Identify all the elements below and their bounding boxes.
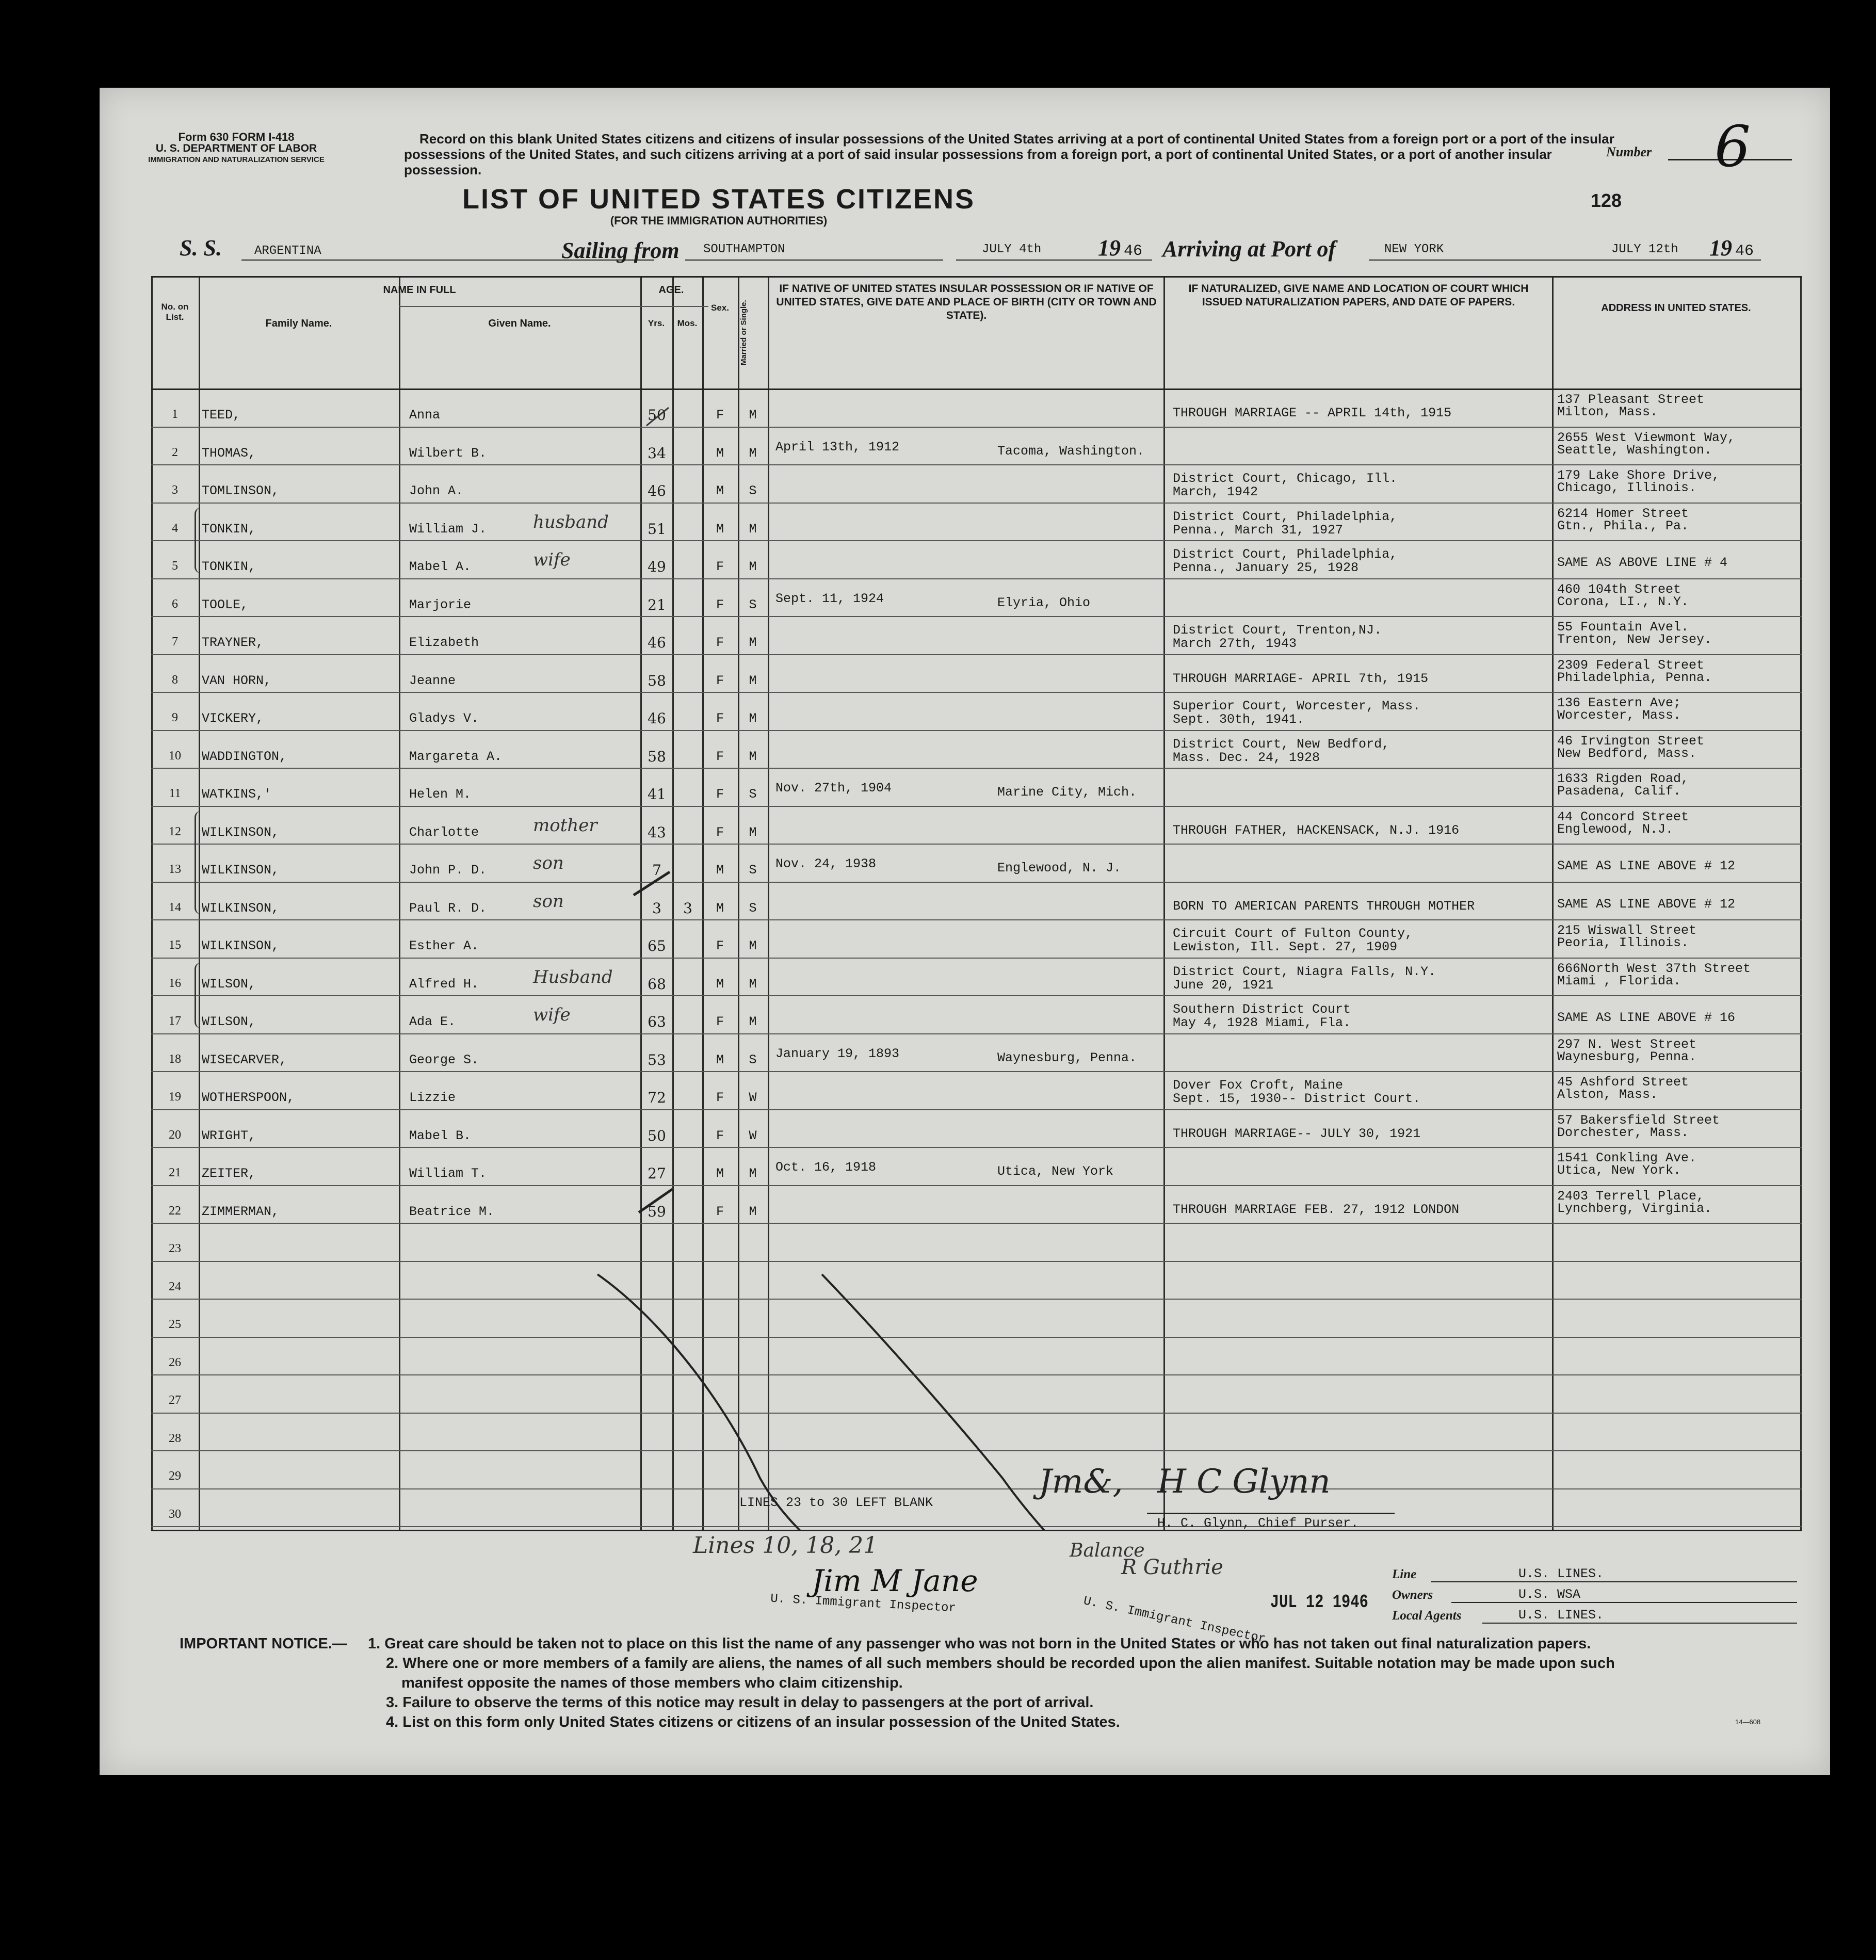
- sail-date-underline: [956, 260, 1152, 261]
- birth-date: Oct. 16, 1918: [775, 1160, 877, 1175]
- address-line-2: Milton, Mass.: [1557, 404, 1658, 419]
- address-line-1: 215 Wiswall Street: [1557, 923, 1697, 938]
- family-name: TONKIN,: [202, 559, 256, 574]
- marital-status: M: [749, 635, 757, 650]
- family-name: WILSON,: [202, 1014, 256, 1029]
- address-line-2: Englewood, N.J.: [1557, 821, 1674, 837]
- birth-place: Marine City, Mich.: [997, 785, 1137, 800]
- address-line-2: Philadelphia, Penna.: [1557, 670, 1712, 685]
- marital-status: M: [749, 1014, 757, 1029]
- naturalization-line-1: District Court, Philadelphia,: [1173, 547, 1398, 562]
- row-number: 5: [172, 559, 178, 573]
- age-years: 49: [648, 558, 666, 575]
- row-number: 14: [169, 900, 181, 914]
- handwritten-relation: son: [533, 890, 564, 912]
- naturalization-line-1: BORN TO AMERICAN PARENTS THROUGH MOTHER: [1173, 898, 1475, 914]
- inspector-initials: Jm&,: [1039, 1463, 1123, 1501]
- address-line-1: SAME AS LINE ABOVE # 12: [1557, 858, 1736, 873]
- address-line-2: Pasadena, Calif.: [1557, 784, 1681, 799]
- given-name: Paul R. D.: [409, 900, 487, 916]
- sex: M: [716, 900, 724, 916]
- sex: F: [716, 1128, 724, 1143]
- col-header-age: AGE.: [658, 284, 684, 296]
- age-years: 46: [648, 710, 666, 727]
- marital-status: M: [749, 711, 757, 726]
- col-header-no: No. on List.: [161, 302, 189, 322]
- marital-status: M: [749, 1204, 757, 1219]
- sex: F: [716, 824, 724, 840]
- col-header-sex: Sex.: [711, 303, 729, 313]
- inspector-label-2: U. S. Immigrant Inspector: [1082, 1594, 1267, 1647]
- sex: F: [716, 787, 724, 802]
- row-number: 26: [169, 1355, 181, 1369]
- address-line-1: 460 104th Street: [1557, 581, 1681, 597]
- marital-status: S: [749, 1052, 757, 1067]
- given-name: William J.: [409, 521, 487, 537]
- marital-status: M: [749, 824, 757, 840]
- age-years: 65: [648, 937, 666, 954]
- arriving-label: Arriving at Port of: [1162, 236, 1336, 262]
- age-years: 41: [648, 786, 666, 803]
- form-code: 14—608: [1735, 1718, 1761, 1726]
- row-number: 6: [172, 597, 178, 611]
- age-years: 50: [648, 407, 666, 424]
- address-line-1: 179 Lake Shore Drive,: [1557, 468, 1720, 483]
- given-name: Helen M.: [409, 787, 472, 802]
- row-number: 12: [169, 824, 181, 838]
- handwritten-relation: mother: [533, 815, 597, 836]
- family-name: TONKIN,: [202, 521, 256, 537]
- col-header-married: Married or Single.: [739, 300, 748, 366]
- marital-status: M: [749, 1166, 757, 1181]
- address-line-1: 666North West 37th Street: [1557, 961, 1751, 976]
- col-header-birth: IF NATIVE OF UNITED STATES INSULAR POSSESSION OR IF NATIVE OF UNITED STATES, GIVE DATE AND PLACE OF BIRTH (CITY OR TOWN AND STATE).: [776, 283, 1157, 321]
- family-name: TEED,: [202, 408, 241, 423]
- family-name: WILKINSON,: [202, 938, 280, 953]
- family-name: WILKINSON,: [202, 824, 280, 840]
- address-line-1: 44 Concord Street: [1557, 809, 1689, 824]
- sex: F: [716, 597, 724, 612]
- marital-status: S: [749, 863, 757, 878]
- address-line-1: 2655 West Viewmont Way,: [1557, 430, 1736, 445]
- naturalization-line-1: THROUGH FATHER, HACKENSACK, N.J. 1916: [1173, 822, 1460, 838]
- row-number: 9: [172, 711, 178, 724]
- age-years: 3: [652, 899, 661, 917]
- table-bottom-border: [151, 1530, 1802, 1531]
- row-number: 7: [172, 635, 178, 649]
- naturalization-line-2: May 4, 1928 Miami, Fla.: [1173, 1015, 1351, 1030]
- age-years: 68: [648, 975, 666, 993]
- sex: M: [716, 1166, 724, 1181]
- age-years: 59: [648, 1203, 666, 1220]
- col-header-address: ADDRESS IN UNITED STATES.: [1601, 302, 1751, 314]
- marital-status: M: [749, 976, 757, 992]
- sex: F: [716, 938, 724, 953]
- handwritten-lines-note: Lines 10, 18, 21: [693, 1532, 878, 1559]
- birth-date: Nov. 24, 1938: [775, 856, 877, 871]
- handwritten-relation: wife: [533, 549, 571, 570]
- address-line-2: Corona, LI., N.Y.: [1557, 594, 1689, 609]
- address-line-2: Gtn., Phila., Pa.: [1557, 518, 1689, 533]
- row-number: 13: [169, 863, 181, 876]
- given-name: Gladys V.: [409, 711, 479, 726]
- notice-item-1: 1. Great care should be taken not to place on this list the name of any passenger who was not born in the United States or who has not taken out final naturalization papers.: [368, 1635, 1591, 1652]
- birth-place: Waynesburg, Penna.: [997, 1050, 1137, 1065]
- naturalization-line-1: THROUGH MARRIAGE -- APRIL 14th, 1915: [1173, 406, 1452, 420]
- department-name: U. S. DEPARTMENT OF LABOR: [155, 142, 317, 154]
- inspector-signature: Jim M Jane: [812, 1563, 978, 1598]
- naturalization-line-2: March 27th, 1943: [1173, 636, 1297, 651]
- family-name: WILKINSON,: [202, 863, 280, 878]
- naturalization-line-2: March, 1942: [1173, 484, 1258, 499]
- age-years: 46: [648, 634, 666, 651]
- row-number: 1: [172, 408, 178, 421]
- sex: F: [716, 559, 724, 574]
- family-name: VAN HORN,: [202, 673, 272, 688]
- cancel-strokes: [151, 276, 1802, 1530]
- given-name: Lizzie: [409, 1090, 456, 1105]
- page-subtitle: (FOR THE IMMIGRATION AUTHORITIES): [610, 214, 828, 227]
- address-line-1: 2403 Terrell Place,: [1557, 1188, 1705, 1204]
- sex: F: [716, 749, 724, 764]
- address-line-1: 1541 Conkling Ave.: [1557, 1151, 1697, 1165]
- address-line-2: Waynesburg, Penna.: [1557, 1049, 1697, 1064]
- address-line-2: Chicago, Illinois.: [1557, 480, 1697, 495]
- address-line-1: 55 Fountain Avel.: [1557, 620, 1689, 635]
- ship-name: ARGENTINA: [254, 244, 321, 258]
- row-number: 10: [169, 749, 181, 763]
- address-line-1: 136 Eastern Ave;: [1557, 695, 1681, 710]
- family-name: WILKINSON,: [202, 900, 280, 916]
- sail-year: 46: [1124, 242, 1143, 260]
- family-name: TRAYNER,: [202, 635, 264, 650]
- age-years: 7: [652, 862, 661, 879]
- owners-value: U.S. WSA: [1518, 1587, 1581, 1602]
- handwritten-relation: son: [533, 853, 564, 873]
- sail-year-prefix: 19: [1098, 235, 1121, 261]
- address-line-2: Lynchberg, Virginia.: [1557, 1201, 1712, 1216]
- col-header-mos: Mos.: [677, 318, 698, 328]
- line-label: Line: [1392, 1567, 1417, 1581]
- number-label: Number: [1606, 144, 1652, 159]
- arrive-year: 46: [1735, 242, 1754, 260]
- family-name: WATKINS,': [202, 787, 272, 802]
- naturalization-line-2: Sept. 30th, 1941.: [1173, 712, 1305, 727]
- sex: F: [716, 1014, 724, 1029]
- col-header-name: NAME IN FULL: [383, 284, 456, 296]
- marital-status: W: [749, 1090, 757, 1105]
- lines-blank-note: LINES 23 to 30 LEFT BLANK: [739, 1495, 933, 1510]
- family-name: WADDINGTON,: [202, 749, 287, 764]
- marital-status: S: [749, 483, 757, 498]
- address-line-2: Seattle, Washington.: [1557, 442, 1712, 458]
- given-name: John A.: [409, 483, 464, 498]
- col-header-given: Given Name.: [488, 318, 551, 329]
- preamble-text: Record on this blank United States citizens and citizens of insular possessions of the United States arriving at a port of continental United States from a foreign port or a port of the insular possessions of the United States, and such citizens arriving at a port of said insular possessions from a foreign port, a port of continental United States, or a port of another insular possession.: [404, 131, 1614, 177]
- notice-item-4: 4. List on this form only United States citizens or citizens of an insular possession of the United States.: [386, 1714, 1120, 1730]
- age-years: 46: [648, 482, 666, 499]
- given-name: Marjorie: [409, 597, 472, 612]
- naturalization-line-2: Penna., March 31, 1927: [1173, 522, 1344, 538]
- address-line-2: New Bedford, Mass.: [1557, 746, 1697, 761]
- age-years: 63: [648, 1013, 666, 1030]
- naturalization-line-1: District Court, New Bedford,: [1173, 736, 1390, 752]
- address-line-1: 1633 Rigden Road,: [1557, 771, 1689, 786]
- naturalization-line-1: THROUGH MARRIAGE-- JULY 30, 1921: [1173, 1126, 1421, 1141]
- row-number: 27: [169, 1394, 181, 1407]
- age-years: 53: [648, 1051, 666, 1068]
- family-name: WILSON,: [202, 976, 256, 992]
- sex: F: [716, 1090, 724, 1105]
- address-line-1: 137 Pleasant Street: [1557, 392, 1705, 407]
- row-number: 19: [169, 1090, 181, 1104]
- purser-underline: [1147, 1513, 1395, 1514]
- col-header-family: Family Name.: [265, 318, 332, 329]
- sex: F: [716, 635, 724, 650]
- balance-note: Balance: [1070, 1540, 1145, 1561]
- given-name: Ada E.: [409, 1014, 456, 1029]
- address-line-1: SAME AS LINE ABOVE # 12: [1557, 896, 1736, 912]
- naturalization-line-1: District Court, Niagra Falls, N.Y.: [1173, 964, 1436, 979]
- address-line-2: Worcester, Mass.: [1557, 708, 1681, 723]
- birth-place: Englewood, N. J.: [997, 861, 1122, 876]
- sex: F: [716, 673, 724, 688]
- sailing-underline: [685, 260, 943, 261]
- handwritten-relation: wife: [533, 1005, 571, 1025]
- naturalization-line-1: Circuit Court of Fulton County,: [1173, 926, 1413, 941]
- given-name: Esther A.: [409, 938, 479, 953]
- row-number: 11: [169, 787, 181, 800]
- address-line-1: SAME AS LINE ABOVE # 16: [1557, 1010, 1736, 1025]
- purser-name: H. C. Glynn, Chief Purser.: [1157, 1516, 1359, 1531]
- row-number: 23: [169, 1242, 181, 1255]
- naturalization-line-1: Southern District Court: [1173, 1002, 1351, 1017]
- family-name: TOMLINSON,: [202, 483, 280, 498]
- notice-item-2-cont: manifest opposite the names of those members who claim citizenship.: [401, 1675, 903, 1691]
- passenger-table: [151, 276, 1802, 1530]
- birth-place: Elyria, Ohio: [997, 595, 1091, 610]
- col-header-naturalized: IF NATURALIZED, GIVE NAME AND LOCATION OF COURT WHICH ISSUED NATURALIZATION PAPERS, AND DATE OF PAPERS.: [1188, 283, 1529, 308]
- naturalization-line-1: District Court, Philadelphia,: [1173, 509, 1398, 524]
- naturalization-line-1: THROUGH MARRIAGE FEB. 27, 1912 LONDON: [1173, 1202, 1460, 1217]
- address-line-2: Peoria, Illinois.: [1557, 935, 1689, 950]
- sailing-port: SOUTHAMPTON: [703, 242, 785, 256]
- marital-status: M: [749, 445, 757, 461]
- naturalization-line-2: Lewiston, Ill. Sept. 27, 1909: [1173, 939, 1398, 954]
- arrive-year-prefix: 19: [1709, 235, 1732, 261]
- birth-date: January 19, 1893: [775, 1046, 900, 1061]
- given-name: Anna: [409, 408, 441, 423]
- given-name: Mabel B.: [409, 1128, 472, 1143]
- agents-value: U.S. LINES.: [1518, 1608, 1604, 1623]
- age-months: 3: [683, 899, 692, 917]
- age-years: 72: [648, 1089, 666, 1106]
- marital-status: S: [749, 597, 757, 612]
- sex: F: [716, 1204, 724, 1219]
- ss-label: S. S.: [180, 235, 222, 261]
- handwritten-relation: husband: [533, 511, 609, 532]
- line-value: U.S. LINES.: [1518, 1566, 1604, 1581]
- arrival-date: JULY 12th: [1611, 242, 1678, 256]
- sex: M: [716, 863, 724, 878]
- address-line-2: Miami , Florida.: [1557, 973, 1681, 989]
- arrival-underline: [1369, 260, 1761, 261]
- address-line-2: Utica, New York.: [1557, 1163, 1681, 1178]
- sailing-label: Sailing from: [561, 238, 680, 263]
- given-name: Beatrice M.: [409, 1204, 495, 1219]
- purser-signature: H C Glynn: [1157, 1463, 1331, 1501]
- given-name: Alfred H.: [409, 976, 479, 992]
- marital-status: M: [749, 559, 757, 574]
- sex: M: [716, 445, 724, 461]
- handwritten-relation: Husband: [533, 966, 613, 987]
- address-line-1: SAME AS ABOVE LINE # 4: [1557, 555, 1728, 570]
- owners-underline: [1451, 1602, 1797, 1603]
- naturalization-line-2: Penna., January 25, 1928: [1173, 560, 1359, 575]
- family-name: WISECARVER,: [202, 1052, 287, 1067]
- row-number: 8: [172, 673, 178, 687]
- sex: M: [716, 1052, 724, 1067]
- family-name: ZIMMERMAN,: [202, 1204, 280, 1219]
- family-name: TOOLE,: [202, 597, 249, 612]
- form-number: Form 630 FORM I-418: [178, 131, 295, 143]
- address-line-1: 46 Irvington Street: [1557, 733, 1705, 749]
- list-number: 6: [1715, 114, 1751, 180]
- manifest-page: [100, 88, 1830, 1775]
- row-number: 4: [172, 521, 178, 535]
- naturalization-line-1: THROUGH MARRIAGE- APRIL 7th, 1915: [1173, 671, 1429, 686]
- given-name: Charlotte: [409, 824, 479, 840]
- marital-status: S: [749, 900, 757, 916]
- row-number: 18: [169, 1052, 181, 1066]
- row-number: 29: [169, 1469, 181, 1483]
- naturalization-line-2: Sept. 15, 1930-- District Court.: [1173, 1091, 1421, 1106]
- naturalization-line-1: District Court, Chicago, Ill.: [1173, 471, 1398, 486]
- naturalization-line-1: Dover Fox Croft, Maine: [1173, 1078, 1344, 1093]
- birth-place: Tacoma, Washington.: [997, 443, 1145, 459]
- sex: M: [716, 521, 724, 537]
- family-name: ZEITER,: [202, 1166, 256, 1181]
- inspector-2-signature: R Guthrie: [1121, 1556, 1223, 1579]
- age-years: 27: [648, 1165, 666, 1182]
- given-name: William T.: [409, 1166, 487, 1181]
- marital-status: M: [749, 673, 757, 688]
- row-number: 16: [169, 976, 181, 990]
- address-line-2: Alston, Mass.: [1557, 1087, 1658, 1102]
- inspector-label-1: U. S. Immigrant Inspector: [770, 1592, 957, 1616]
- row-number: 21: [169, 1166, 181, 1179]
- naturalization-line-1: Superior Court, Worcester, Mass.: [1173, 699, 1421, 714]
- service-name: IMMIGRATION AND NATURALIZATION SERVICE: [148, 155, 325, 164]
- row-number: 3: [172, 483, 178, 497]
- family-name: THOMAS,: [202, 445, 256, 461]
- arrival-port: NEW YORK: [1384, 242, 1444, 256]
- agents-underline: [1482, 1623, 1797, 1624]
- age-years: 58: [648, 748, 666, 765]
- age-years: 50: [648, 1127, 666, 1144]
- family-name: WRIGHT,: [202, 1128, 256, 1143]
- address-line-2: Trenton, New Jersey.: [1557, 632, 1712, 647]
- age-years: 21: [648, 596, 666, 613]
- marital-status: S: [749, 787, 757, 802]
- row-number: 28: [169, 1431, 181, 1445]
- sex: F: [716, 711, 724, 726]
- agents-label: Local Agents: [1392, 1609, 1462, 1623]
- naturalization-line-2: June 20, 1921: [1173, 977, 1274, 993]
- marital-status: W: [749, 1128, 757, 1143]
- family-name: WOTHERSPOON,: [202, 1090, 295, 1105]
- address-line-1: 297 N. West Street: [1557, 1036, 1697, 1052]
- given-name: Elizabeth: [409, 635, 479, 650]
- sex: M: [716, 483, 724, 498]
- row-number: 24: [169, 1279, 181, 1293]
- birth-date: Nov. 27th, 1904: [775, 781, 892, 796]
- birth-place: Utica, New York: [997, 1164, 1114, 1179]
- age-years: 34: [648, 444, 666, 462]
- row-number: 15: [169, 938, 181, 952]
- notice-item-2: 2. Where one or more members of a family are aliens, the names of all such members should be recorded upon the alien manifest. Suitable notation may be made upon such: [386, 1655, 1615, 1672]
- row-number: 2: [172, 445, 178, 459]
- page-title: LIST OF UNITED STATES CITIZENS: [462, 184, 975, 215]
- address-line-2: Dorchester, Mass.: [1557, 1125, 1689, 1140]
- row-number: 22: [169, 1204, 181, 1218]
- birth-date: April 13th, 1912: [775, 439, 900, 455]
- row-number: 17: [169, 1014, 181, 1028]
- sex: F: [716, 408, 724, 423]
- marital-status: M: [749, 938, 757, 953]
- given-name: Mabel A.: [409, 559, 472, 574]
- address-line-1: 57 Bakersfield Street: [1557, 1112, 1720, 1128]
- address-line-1: 45 Ashford Street: [1557, 1075, 1689, 1090]
- row-number: 30: [169, 1507, 181, 1521]
- col-header-yrs: Yrs.: [648, 318, 665, 328]
- marital-status: M: [749, 749, 757, 764]
- page-number: 128: [1591, 190, 1622, 211]
- given-name: Jeanne: [409, 673, 456, 688]
- naturalization-line-1: District Court, Trenton,NJ.: [1173, 623, 1382, 638]
- family-name: VICKERY,: [202, 711, 264, 726]
- birth-date: Sept. 11, 1924: [775, 591, 884, 606]
- line-underline: [1431, 1581, 1797, 1582]
- given-name: Wilbert B.: [409, 445, 487, 461]
- address-line-1: 6214 Homer Street: [1557, 506, 1689, 521]
- notice-item-3: 3. Failure to observe the terms of this notice may result in delay to passengers at the port of arrival.: [386, 1694, 1094, 1711]
- sex: M: [716, 976, 724, 992]
- age-years: 43: [648, 823, 666, 841]
- notice-label: IMPORTANT NOTICE.—: [180, 1635, 347, 1652]
- row-number: 25: [169, 1318, 181, 1331]
- given-name: John P. D.: [409, 863, 487, 878]
- row-number: 20: [169, 1128, 181, 1142]
- age-years: 58: [648, 672, 666, 689]
- owners-label: Owners: [1392, 1588, 1433, 1602]
- marital-status: M: [749, 521, 757, 537]
- address-line-1: 2309 Federal Street: [1557, 657, 1705, 673]
- sail-date: JULY 4th: [982, 242, 1042, 256]
- marital-status: M: [749, 408, 757, 423]
- age-years: 51: [648, 520, 666, 538]
- date-stamp: JUL 12 1946: [1270, 1592, 1368, 1613]
- given-name: George S.: [409, 1052, 479, 1067]
- naturalization-line-2: Mass. Dec. 24, 1928: [1173, 750, 1320, 765]
- given-name: Margareta A.: [409, 749, 503, 764]
